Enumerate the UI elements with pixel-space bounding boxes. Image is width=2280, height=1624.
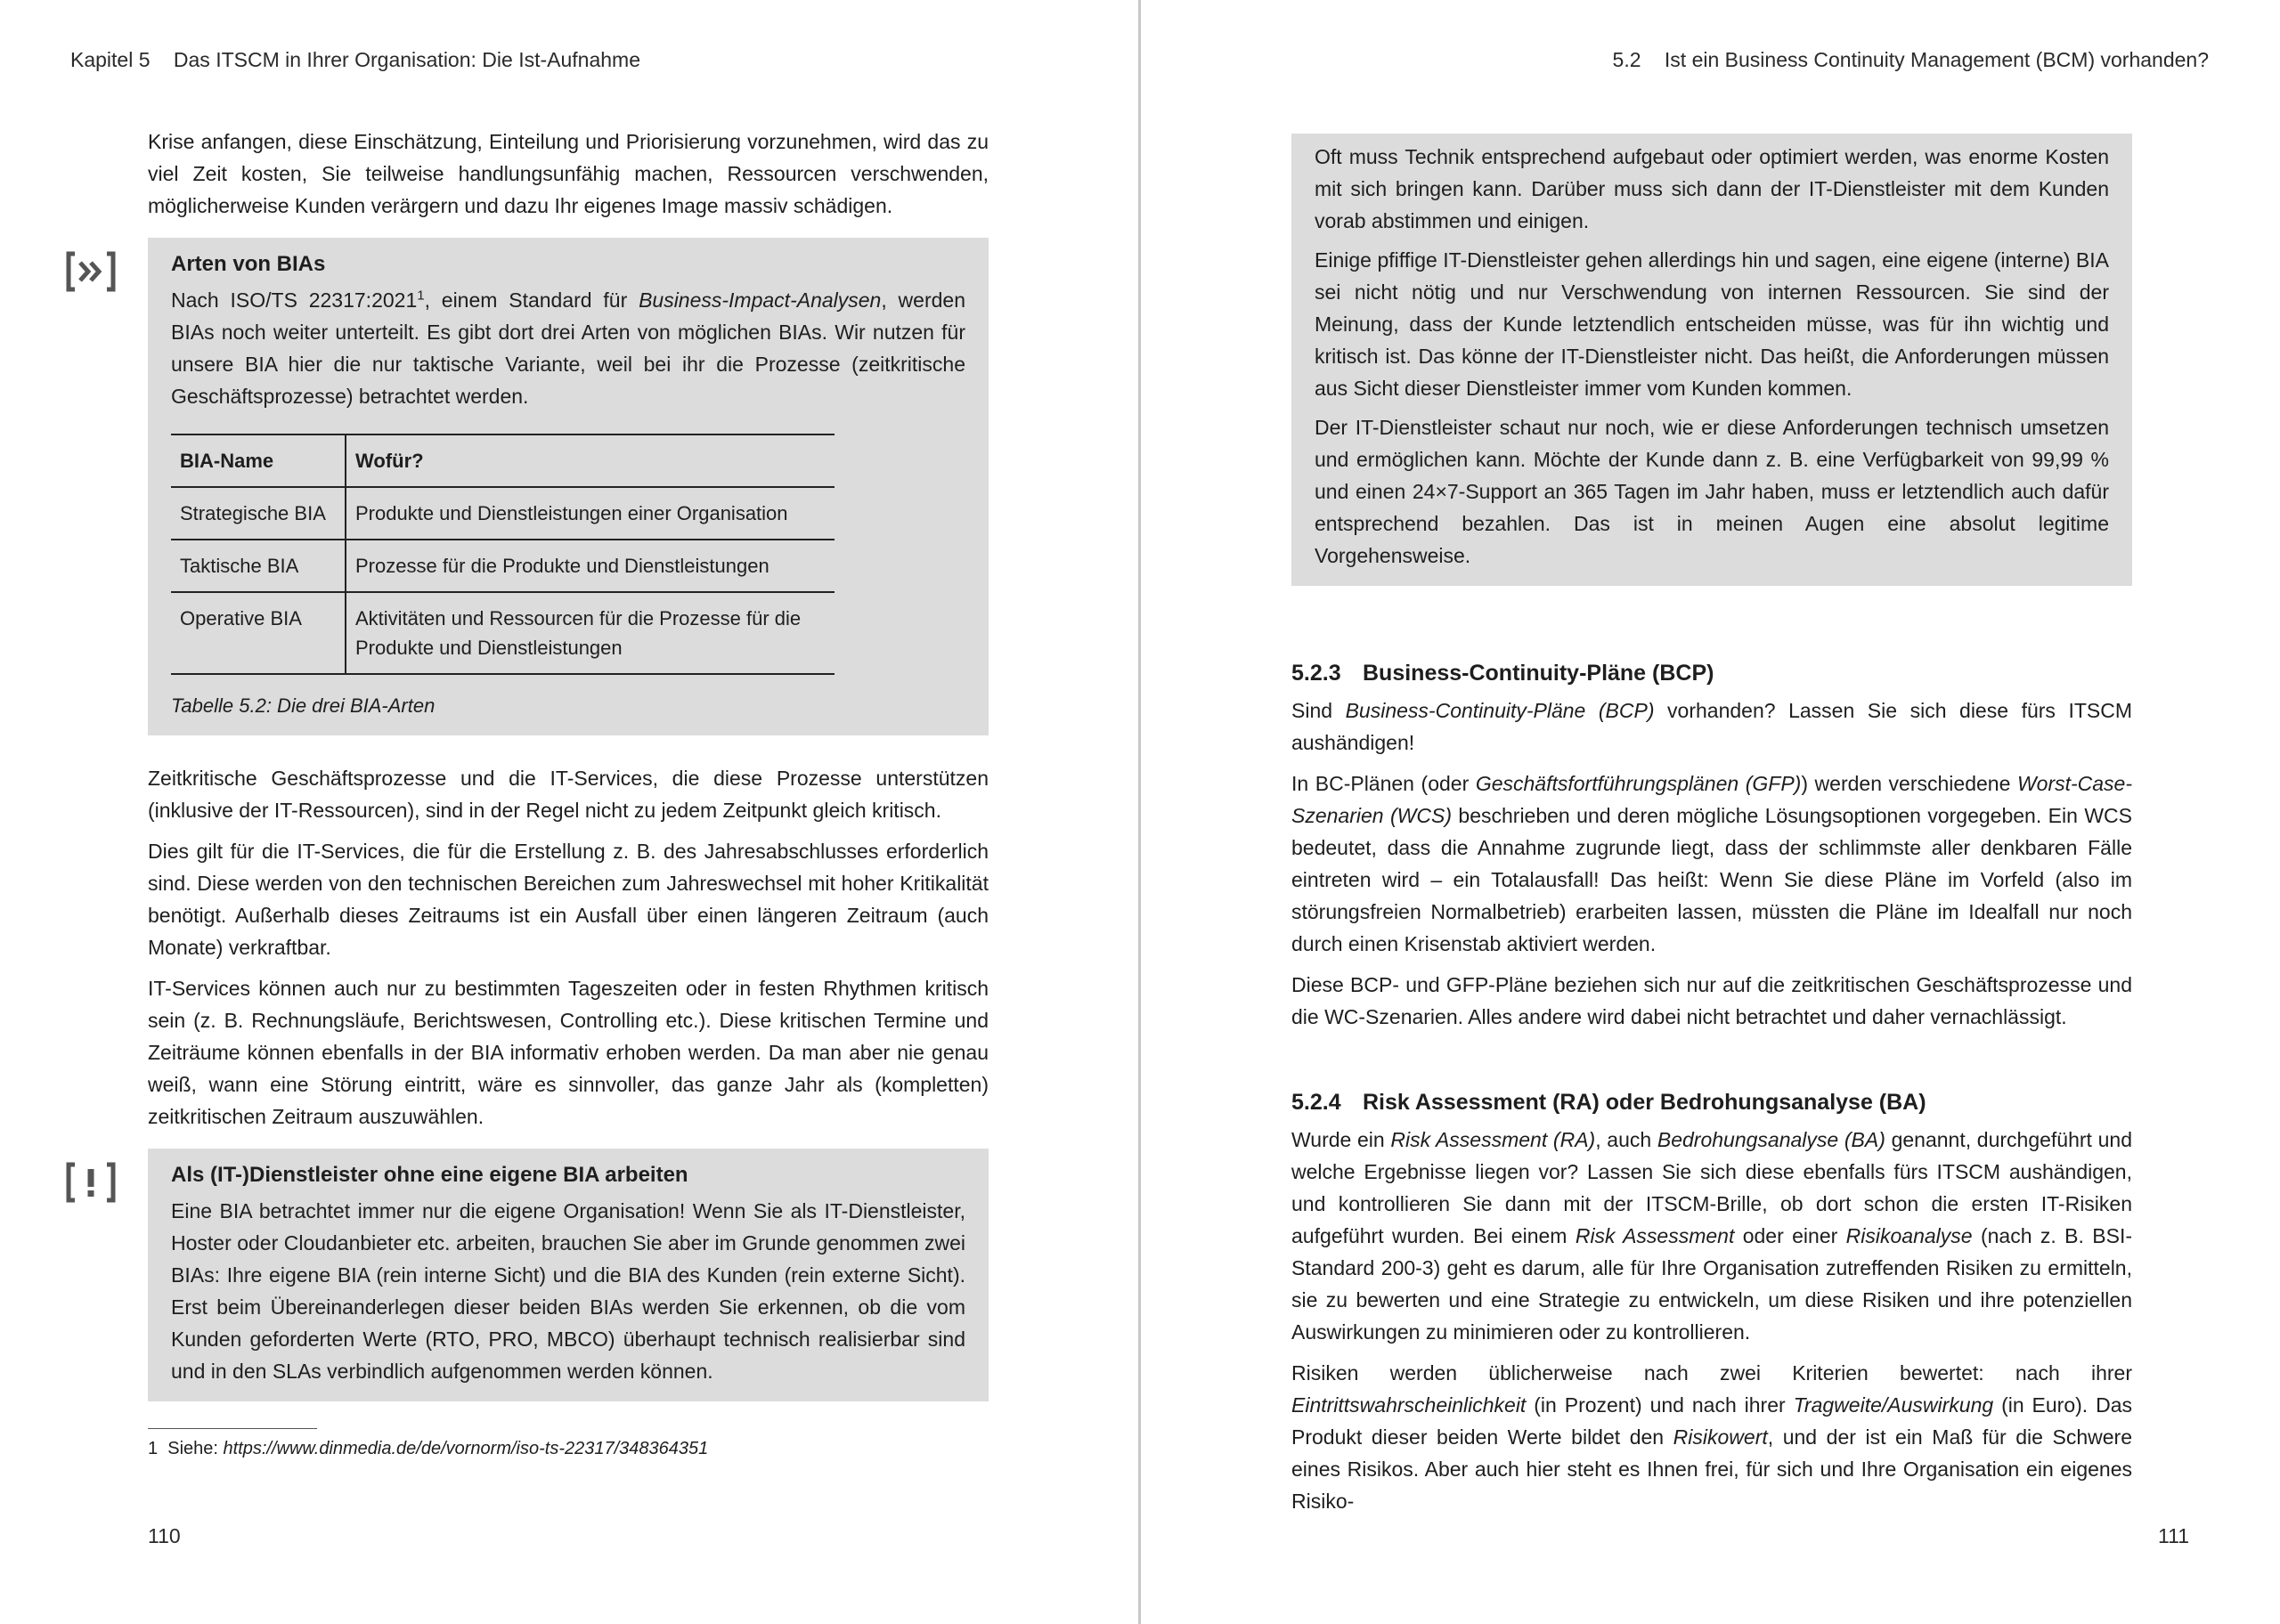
- box-continued: [1291, 134, 2132, 586]
- left-page: [0, 0, 1138, 1624]
- box-title: Arten von BIAs: [171, 252, 326, 276]
- table-header: BIA-Name: [171, 434, 346, 487]
- section-title: Ist ein Business Continuity Management (BCM) vorhanden?: [1664, 48, 2209, 71]
- paragraph: Dies gilt für die IT-Services, die für die Erstellung z. B. des Jahresabschlusses erforderlich sind. Diese werden von den technischen Bereichen zum Jahreswechsel mit hoher Kritikalität benötigt. Außerhalb dieses Zeitraums ist ein Ausfall über einen längeren Zeitraum (auch Monate) verkraftbar.: [148, 840, 989, 959]
- footnote-rule: [148, 1428, 317, 1429]
- intro-paragraph: Krise anfangen, diese Einschätzung, Einteilung und Priorisierung vorzunehmen, wird das zu viel Zeit kosten, Sie teilweise handlungsunfähig machen, Ressourcen verschwenden, möglicherweise Kunden verärgern und dazu Ihr eigenes Image massiv schädigen.: [148, 130, 989, 217]
- warning-exclamation-icon: [66, 1161, 116, 1204]
- paragraph: In BC-Plänen (oder Geschäftsfortführungsplänen (GFP)) werden verschiedene Worst-Case-Szenarien (WCS) beschrieben und deren mögliche Lösungsoptionen vorgegeben. Ein WCS bedeutet, dass die Annahme zugrunde liegt, dass der schlimmste aller denkbaren Fälle eintreten wird – ein Totalausfall! Das heißt: Wenn Sie diese Pläne im Vorfeld (also im störungsfreien Normalbetrieb) erarbeiten lassen, müssten die Pläne im Idealfall nur noch durch einen Krisenstab aktiviert werden.: [1291, 772, 2132, 955]
- paragraph: Risiken werden üblicherweise nach zwei Kriterien bewertet: nach ihrer Eintrittswahrscheinlichkeit (in Prozent) und nach ihrer Tragweite/Auswirkung (in Euro). Das Produkt dieser beiden Werte bildet den Risikowert, und der ist ein Maß für die Schwere eines Risikos. Aber auch hier steht es Ihnen frei, für sich und Ihre Organisation ein eigenes Risiko-: [1291, 1361, 2133, 1513]
- paragraph: Zeitkritische Geschäftsprozesse und die IT-Services, die diese Prozesse unterstützen (inklusive der IT-Ressourcen), sind in der Regel nicht zu jedem Zeitpunkt gleich kritisch.: [148, 767, 989, 822]
- box-paragraph: Eine BIA betrachtet immer nur die eigene Organisation! Wenn Sie als IT-Dienstleister, Hoster oder Cloudanbieter etc. arbeiten, brauchen Sie aber im Grunde genommen zwei BIAs: Ihre eigene BIA (rein interne Sicht) und die BIA des Kunden (rein externe Sicht). Erst beim Übereinanderlegen dieser beiden BIAs werden Sie erkennen, ob die vom Kunden geforderten Werte (RTO, PRO, MBCO) überhaupt technisch realisierbar sind und in den SLAs verbindlich aufgenommen werden können.: [171, 1199, 965, 1383]
- paragraph: Wurde ein Risk Assessment (RA), auch Bedrohungsanalyse (BA) genannt, durchgeführt und welche Ergebnisse liegen vor? Lassen Sie sich diese ebenfalls fürs ITSCM aushändigen, und kontrollieren Sie dann mit der ITSCM-Brille, ob dort schon die ersten IT-Risiken aufgeführt wurden. Bei einem Risk Assessment oder einer Risikoanalyse (nach z. B. BSI-Standard 200-3) geht es darum, alle für Ihre Organisation zutreffenden Risiken zu ermitteln, sie zu bewerten und eine Strategie zu entwickeln, um diese Risiken und ihre potenziellen Auswirkungen zu minimieren oder zu kontrollieren.: [1291, 1128, 2132, 1344]
- table-header-row: [171, 434, 835, 487]
- table-header: Wofür?: [346, 434, 835, 487]
- table-row: [171, 540, 835, 592]
- info-arrows-icon: [66, 250, 116, 293]
- box-title: Als (IT-)Dienstleister ohne eine eigene BIA arbeiten: [171, 1163, 688, 1187]
- table-cell: Aktivitäten und Ressourcen für die Prozesse für die Produkte und Dienstleistungen: [346, 592, 835, 674]
- bia-table: [171, 434, 835, 675]
- footnote-ref[interactable]: 1: [417, 288, 425, 304]
- chapter-title: Das ITSCM in Ihrer Organisation: Die Ist-Aufnahme: [173, 48, 640, 71]
- footnote-link[interactable]: https://www.dinmedia.de/de/vornorm/iso-ts-22317/348364351: [223, 1439, 709, 1458]
- running-head-left: [70, 48, 640, 72]
- box-paragraph: Nach ISO/TS 22317:2021$^1$, einem Standard für Business-Impact-Analysen, werden BIAs noch weiter unterteilt. Es gibt dort drei Arten von möglichen BIAs. Wir nutzen für unsere BIA hier die nur taktische Variante, weil bei ihr die Prozesse (zeitkritische Geschäftsprozesse) betrachtet werden.: [171, 288, 965, 408]
- heading-5-2-3: 5.2.3 Business-Continuity-Pläne (BCP): [1291, 661, 1714, 686]
- table-row: [171, 592, 835, 674]
- running-head-right: [1613, 48, 2209, 72]
- table-row: [171, 487, 835, 540]
- page-number-right: 111: [2158, 1524, 2189, 1547]
- box-arten-von-bias: [148, 238, 989, 735]
- footnote: 1 Siehe: https://www.dinmedia.de/de/vornorm/iso-ts-22317/348364351: [148, 1439, 709, 1458]
- paragraph: Sind Business-Continuity-Pläne (BCP) vorhanden? Lassen Sie sich diese fürs ITSCM aushändigen!: [1291, 699, 2132, 754]
- section-number: 5.2: [1612, 48, 1641, 71]
- box-paragraph: Der IT-Dienstleister schaut nur noch, wie er diese Anforderungen technisch umsetzen und ermöglichen kann. Möchte der Kunde dann z. B. eine Verfügbarkeit von 99,99 % und einen 24×7-Support an 365 Tagen im Jahr haben, muss er letztendlich auch dafür entsprechend bezahlen. Das ist in meinen Augen eine absolut legitime Vorgehensweise.: [1315, 416, 2109, 567]
- table-cell: Operative BIA: [171, 592, 346, 674]
- chapter-label: Kapitel 5: [70, 48, 151, 71]
- table-cell: Taktische BIA: [171, 540, 346, 592]
- box-paragraph: Einige pfiffige IT-Dienstleister gehen allerdings hin und sagen, eine eigene (interne) BIA sei nicht nötig und nur Verschwendung von internen Ressourcen. Sie sind der Meinung, dass der Kunde letztendlich entscheiden müsse, was für ihn wichtig und kritisch ist. Das könne der IT-Dienstleister nicht. Das heißt, die Anforderungen müssen aus Sicht dieser Dienstleister immer vom Kunden kommen.: [1315, 248, 2109, 400]
- table-cell: Prozesse für die Produkte und Dienstleistungen: [346, 540, 835, 592]
- right-column: [1291, 134, 2132, 1526]
- heading-5-2-4: 5.2.4 Risk Assessment (RA) oder Bedrohungsanalyse (BA): [1291, 1090, 1926, 1115]
- page-number-left: 110: [148, 1524, 181, 1547]
- table-cell: Produkte und Dienstleistungen einer Organisation: [346, 487, 835, 540]
- table-caption: Tabelle 5.2: Die drei BIA-Arten: [171, 694, 436, 717]
- table-cell: Strategische BIA: [171, 487, 346, 540]
- right-page: [1141, 0, 2280, 1624]
- paragraph: IT-Services können auch nur zu bestimmten Tageszeiten oder in festen Rhythmen kritisch sein (z. B. Rechnungsläufe, Berichtswesen, Controlling etc.). Diese kritischen Termine und Zeiträume können ebenfalls in der BIA informativ erhoben werden. Da man aber nie genau weiß, wann eine Störung eintritt, wäre es sinnvoller, das ganze Jahr als (kompletten) zeitkritischen Zeitraum auszuwählen.: [148, 977, 989, 1128]
- left-column: [148, 126, 989, 1461]
- box-paragraph: Oft muss Technik entsprechend aufgebaut oder optimiert werden, was enorme Kosten mit sich bringen kann. Darüber muss sich dann der IT-Dienstleister mit dem Kunden vorab abstimmen und einigen.: [1315, 145, 2109, 232]
- paragraph: Diese BCP- und GFP-Pläne beziehen sich nur auf die zeitkritischen Geschäftsprozesse und die WC-Szenarien. Alles andere wird dabei nicht betrachtet und daher vernachlässigt.: [1291, 973, 2132, 1028]
- box-dienstleister: [148, 1149, 989, 1401]
